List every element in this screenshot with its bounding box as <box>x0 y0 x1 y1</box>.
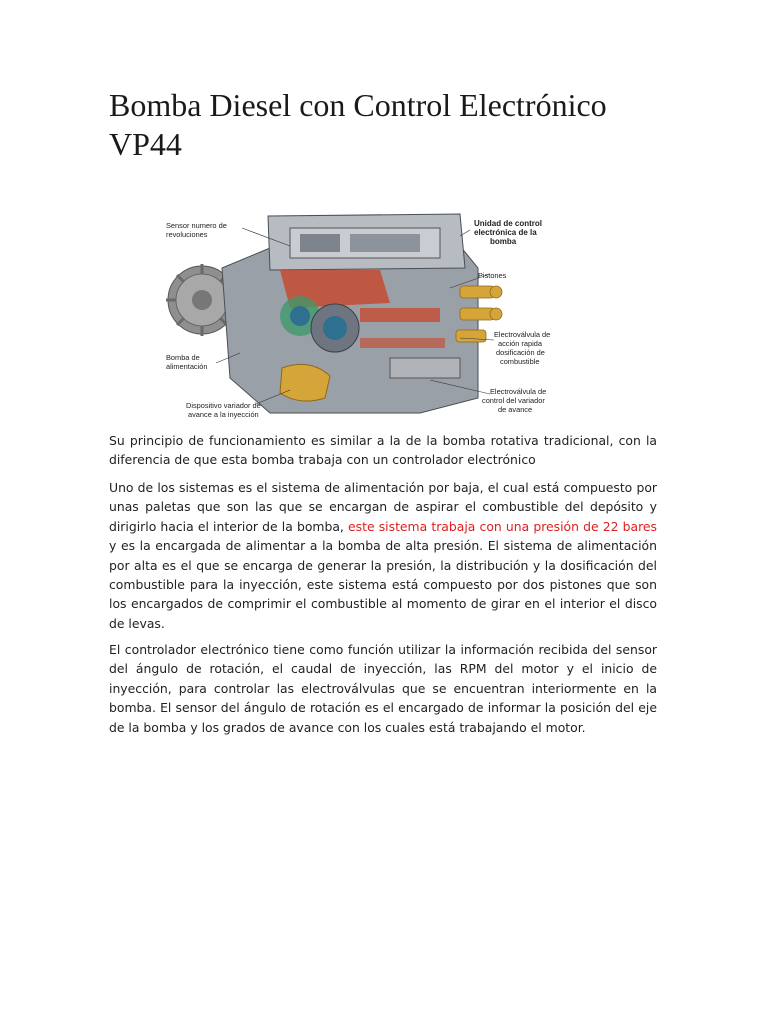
paragraph-2-part-b: y es la encargada de alimentar a la bomba de alta presión. El sistema de alimentación por alta es el que se encarga de generar la presión, la distribución y la dosificación del combustible para la inyección, este sistema está compuesto por dos pistones que son los encargados de comprimir el combustible al momento de girar en el interior el disco de levas. <box>109 538 657 631</box>
paragraph-1: Su principio de funcionamiento es similar a la de la bomba rotativa tradicional, con la diferencia de que esta bomba trabaja con un controlador electrónico <box>109 433 657 468</box>
paragraph-2 <box>109 478 657 633</box>
label-unidad-line1: Unidad de control <box>474 219 542 228</box>
label-electro-accion-line2: acción rapida <box>498 339 542 348</box>
pump-illustration <box>166 214 502 413</box>
paragraph-3: El controlador electrónico tiene como función utilizar la información recibida del sensor del ángulo de rotación, el caudal de inyección, las RPM del motor y el inicio de inyección, para controlar las electroválvulas que se encuentran interiormente en la bomba. El sensor del ángulo de rotación es el encargado de informar la posición del eje de la bomba y los grados de avance con los cuales está trabajando el motor. <box>109 642 657 735</box>
label-unidad-line3: bomba <box>490 237 517 246</box>
label-pistones: Pistones <box>478 271 507 280</box>
label-electro-control-line2: control del variador <box>482 396 545 405</box>
paragraph-2-highlight: este sistema trabaja con una presión de 22 bares <box>348 518 658 534</box>
label-sensor-line1: Sensor numero de <box>166 221 227 230</box>
paragraph-2-part-a: Uno de los sistemas es el sistema de alimentación por baja, el cual está compuesto por unas paletas que son las que se encargan de aspirar el combustible del depósito y dirigirlo hacia el interior de la bomba, <box>109 480 657 534</box>
label-bomba-alim-line1: Bomba de <box>166 353 200 362</box>
pump-diagram <box>160 208 551 426</box>
label-electro-accion-line3: dosificación de <box>496 348 545 357</box>
label-unidad-line2: electrónica de la <box>474 228 537 237</box>
label-dispositivo-line2: avance a la inyección <box>188 410 259 419</box>
label-electro-control-line1: Electroválvula de <box>490 387 547 396</box>
label-dispositivo-line1: Dispositivo variador de <box>186 401 261 410</box>
label-bomba-alim-line2: alimentación <box>166 362 208 371</box>
label-electro-accion-line1: Electroválvula de <box>494 330 551 339</box>
label-sensor-line2: revoluciones <box>166 230 208 239</box>
label-electro-control-line3: de avance <box>498 405 533 414</box>
page-title: Bomba Diesel con Control Electrónico VP44 <box>109 87 607 162</box>
label-electro-accion-line4: combustible <box>500 357 540 366</box>
